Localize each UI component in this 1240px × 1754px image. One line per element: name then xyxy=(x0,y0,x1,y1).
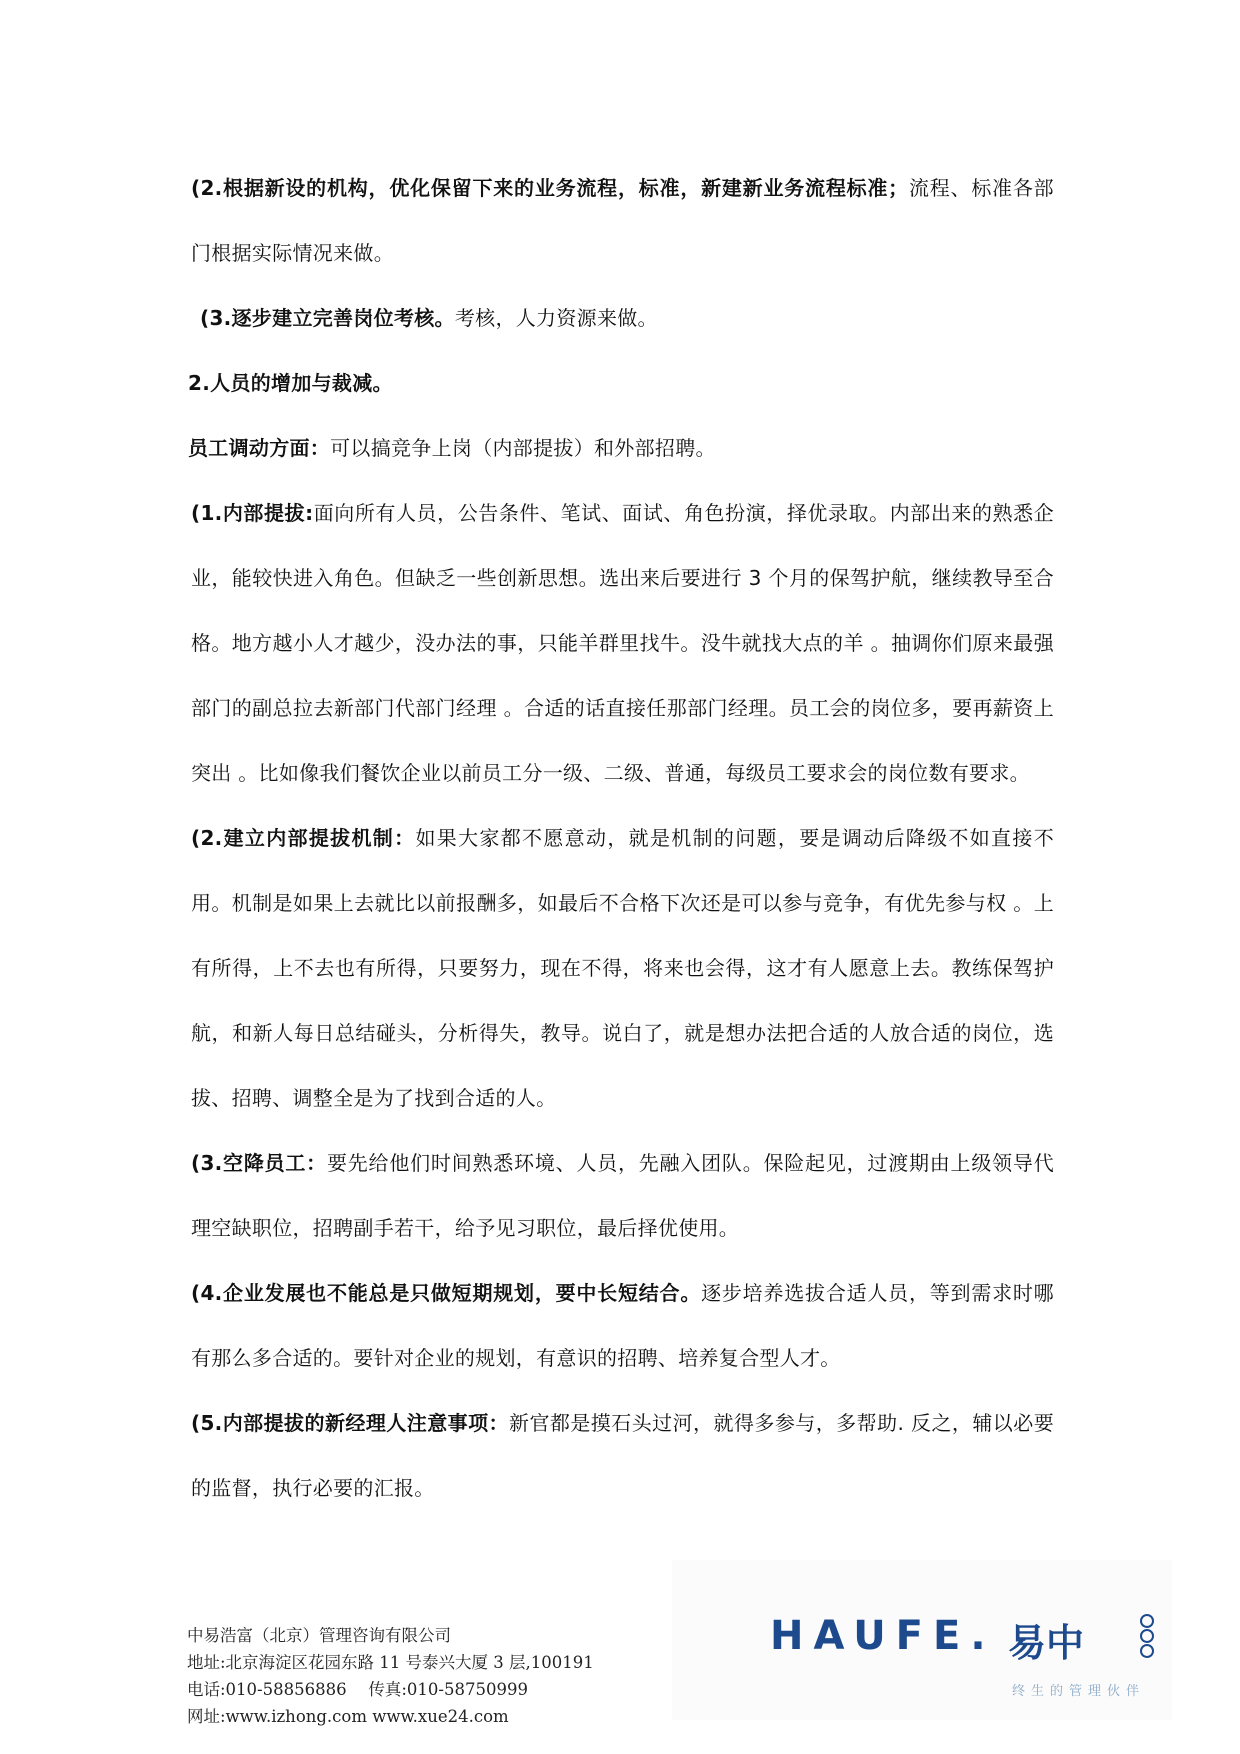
paragraph-text: 新官都是摸石头过河，就得多参与，多帮助. 反之，辅以必要的监督，执行必要的汇报。 xyxy=(191,1411,1054,1500)
brand-mark-icon xyxy=(1140,1614,1154,1654)
footer-phone: 电话:010-58856886 传真:010-58750999 xyxy=(187,1680,528,1699)
paragraph-p6 xyxy=(188,806,1054,1131)
paragraph-heading: (3.逐步建立完善岗位考核。 xyxy=(200,306,455,330)
paragraph-text: 面向所有人员，公告条件、笔试、面试、角色扮演，择优录取。内部出来的熟悉企业，能较快进入角色。但缺乏一些创新思想。选出来后要进行 3 个月的保驾护航，继续教导至合格。地方越小人才越少，没办法的事，只能羊群里找牛。没牛就找大点的羊 。抽调你们原来最强部门的副总拉去新部门代部门经理 。合适的话直接任那部门经理。员工会的岗位多，要再薪资上突出 。比如像我们餐饮企业以前员工分一级、二级、普通，每级员工要求会的岗位数有要求。 xyxy=(191,501,1054,785)
paragraph-heading: (4.企业发展也不能总是只做短期规划，要中长短结合。 xyxy=(191,1281,702,1305)
brand-tagline: 终生的管理伙伴 xyxy=(1012,1684,1146,1699)
paragraph-p8 xyxy=(188,1261,1054,1391)
paragraph-heading: (2.建立内部提拔机制： xyxy=(191,826,416,850)
brand-logo-cn: 易中 xyxy=(1008,1621,1085,1665)
paragraph-p4 xyxy=(188,416,1054,481)
paragraph-p7 xyxy=(188,1131,1054,1261)
section-heading: 2.人员的增加与裁减。 xyxy=(188,371,393,395)
document-body xyxy=(188,156,1054,1521)
paragraph-text: 逐步培养选拔合适人员，等到需求时哪有那么多合适的。要针对企业的规划，有意识的招聘、培养复合型人才。 xyxy=(191,1281,1054,1370)
paragraph-p1 xyxy=(188,156,1054,286)
paragraph-heading: 员工调动方面： xyxy=(188,436,331,460)
paragraph-text: 可以搞竞争上岗（内部提拔）和外部招聘。 xyxy=(330,436,716,460)
paragraph-heading: (3.空降员工： xyxy=(191,1151,327,1175)
paragraph-heading: (1.内部提拔: xyxy=(191,501,314,525)
paragraph-p3 xyxy=(188,351,1054,416)
paragraph-text: 如果大家都不愿意动，就是机制的问题，要是调动后降级不如直接不用。机制是如果上去就比以前报酬多，如最后不合格下次还是可以参与竞争，有优先参与权 。上有所得，上不去也有所得，只要努力，现在不得，将来也会得，这才有人愿意上去。教练保驾护航，和新人每日总结碰头，分析得失，教导。说白了，就是想办法把合适的人放合适的岗位，选拔、招聘、调整全是为了找到合适的人。 xyxy=(191,826,1054,1110)
paragraph-heading: (5.内部提拔的新经理人注意事项： xyxy=(191,1411,509,1435)
footer-address: 地址:北京海淀区花园东路 11 号泰兴大厦 3 层,100191 xyxy=(187,1653,594,1672)
footer-contact xyxy=(187,1622,747,1730)
paragraph-text: 要先给他们时间熟悉环境、人员，先融入团队。保险起见，过渡期由上级领导代理空缺职位，招聘副手若干，给予见习职位，最后择优使用。 xyxy=(191,1151,1055,1240)
paragraph-text: 流程、标准各部门根据实际情况来做。 xyxy=(191,176,1054,265)
paragraph-text: 考核，人力资源来做。 xyxy=(454,306,658,330)
footer-website: 网址:www.izhong.com www.xue24.com xyxy=(187,1707,509,1726)
footer-company: 中易浩富（北京）管理咨询有限公司 xyxy=(187,1626,451,1645)
paragraph-p9 xyxy=(188,1391,1054,1521)
paragraph-p5 xyxy=(188,481,1054,806)
paragraph-heading: (2.根据新设的机构，优化保留下来的业务流程，标准，新建新业务流程标准； xyxy=(191,176,909,200)
brand-logo-text: HAUFE. xyxy=(770,1613,996,1659)
paragraph-p2 xyxy=(188,286,1054,351)
